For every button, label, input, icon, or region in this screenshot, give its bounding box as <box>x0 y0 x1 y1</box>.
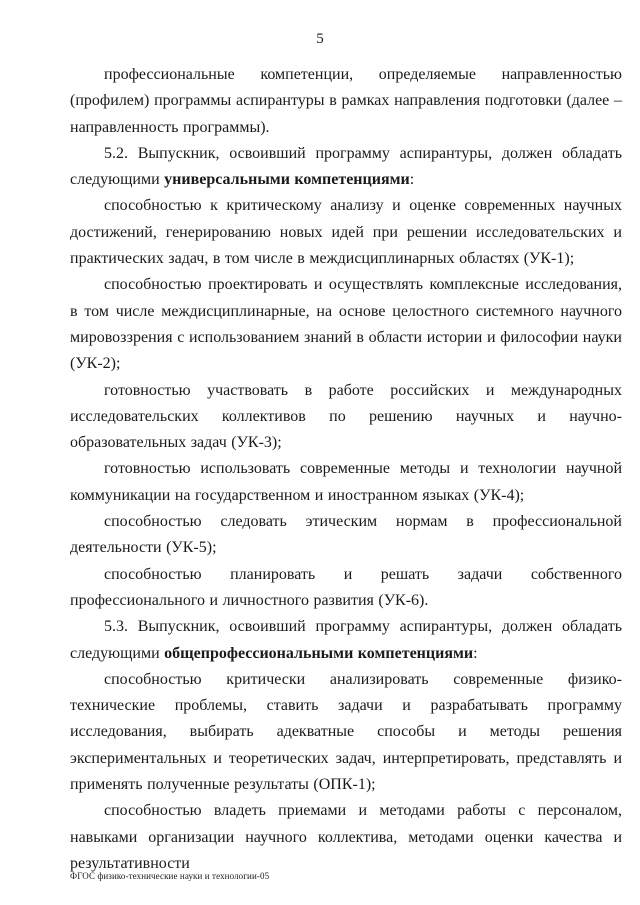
competency-opk-2-partial <box>70 798 622 877</box>
paragraph-text: способностью планировать и решать задачи собственного профессионального и личностного развития (УК-6). <box>70 565 622 609</box>
paragraph-text: способностью владеть приемами и методами работы с персоналом, навыками организации научного коллектива, методами оценки качества и результативности <box>70 802 622 872</box>
bold-term: общепрофессиональными компетенциями <box>164 644 474 662</box>
competency-uk-3 <box>70 378 622 457</box>
page-number: 5 <box>316 31 324 47</box>
paragraph-text: 5.2. Выпускник, освоивший программу аспирантуры, должен обладать следующими <box>70 144 622 189</box>
document-body <box>70 62 622 877</box>
paragraph-text-tail: : <box>473 644 478 662</box>
competency-uk-1 <box>70 193 622 272</box>
paragraph-text: готовностью участвовать в работе российских и международных исследовательских коллективов по решению научных и научно-образовательных задач (УК-3); <box>70 381 622 452</box>
bold-term: универсальными компетенциями <box>164 171 410 189</box>
competency-opk-1 <box>70 667 622 798</box>
paragraph-text: готовностью использовать современные методы и технологии научной коммуникации на государственном и иностранном языках (УК-4); <box>70 460 622 504</box>
paragraph-text: профессиональные компетенции, определяемые направленностью (профилем) программы аспирантуры в рамках направления подготовки (далее – направленность программы). <box>70 66 622 136</box>
competency-uk-2 <box>70 272 622 377</box>
paragraph-5-3 <box>70 614 622 667</box>
paragraph-text: 5.3. Выпускник, освоивший программу аспирантуры, должен обладать следующими <box>70 618 622 662</box>
paragraph-continuation <box>70 62 622 141</box>
paragraph-5-2 <box>70 141 622 194</box>
paragraph-text: способностью следовать этическим нормам в профессиональной деятельности (УК-5); <box>70 513 622 557</box>
competency-uk-4 <box>70 456 622 509</box>
competency-uk-6 <box>70 562 622 615</box>
paragraph-text: способностью проектировать и осуществлять комплексные исследования, в том числе междисциплинарные, на основе целостного системного научного мировоззрения с использованием знаний в области истории и философии науки (УК-2); <box>70 276 622 373</box>
paragraph-text: способностью критически анализировать современные физико-технические проблемы, ставить задачи и разрабатывать программу исследования, выбирать адекватные способы и методы решения экспериментальных и теоретических задач, интерпретировать, представлять и применять полученные результаты (ОПК-1); <box>70 670 622 794</box>
paragraph-text: способностью к критическому анализу и оценке современных научных достижений, генерированию новых идей при решении исследовательских и практических задач, в том числе в междисциплинарных областях (УК-1); <box>70 197 622 268</box>
page-footer: ФГОС физико-технические науки и технологии-05 <box>70 871 270 881</box>
competency-uk-5 <box>70 509 622 562</box>
paragraph-text-tail: : <box>409 171 415 189</box>
